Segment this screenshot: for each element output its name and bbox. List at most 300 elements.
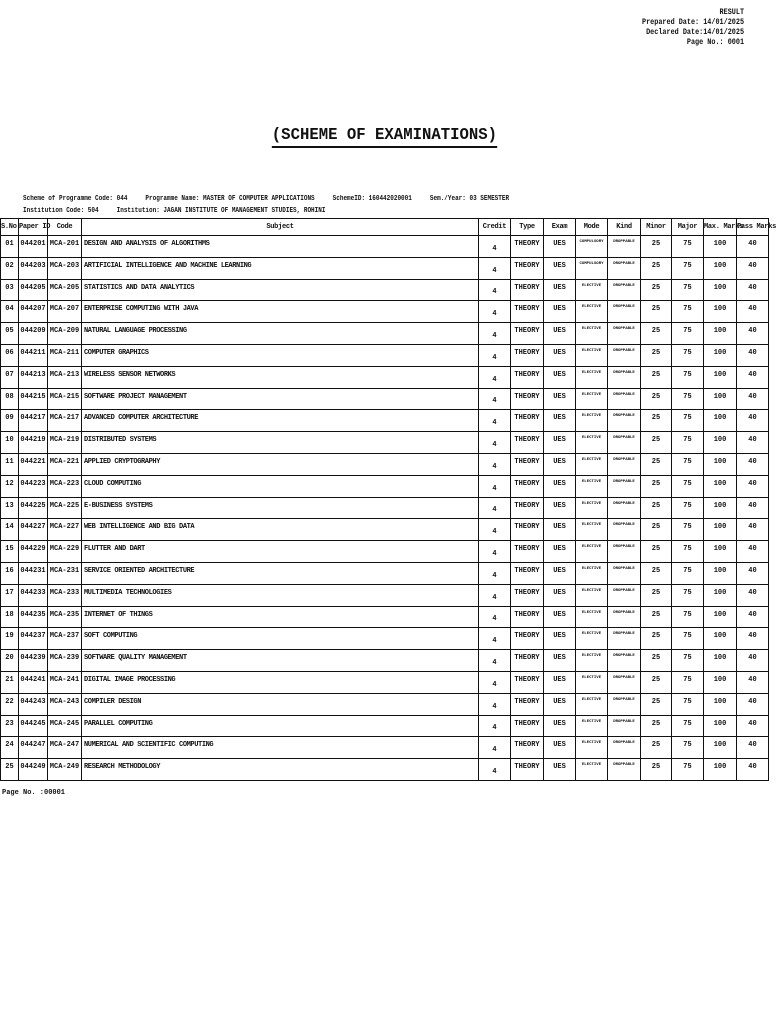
cell-minor: 25	[641, 715, 672, 737]
cell-subject: ARTIFICIAL INTELLIGENCE AND MACHINE LEARNING	[82, 257, 479, 279]
cell-paper-id: 044219	[19, 432, 48, 454]
cell-sno: 12	[1, 475, 19, 497]
cell-pass-marks: 40	[737, 562, 769, 584]
cell-max-marks: 100	[704, 650, 737, 672]
cell-sno: 14	[1, 519, 19, 541]
cell-code: MCA-235	[48, 606, 82, 628]
cell-sno: 15	[1, 541, 19, 563]
cell-max-marks: 100	[704, 279, 737, 301]
cell-credit: 4	[479, 628, 511, 650]
column-header-minor: Minor	[641, 219, 672, 236]
cell-pass-marks: 40	[737, 410, 769, 432]
cell-pass-marks: 40	[737, 606, 769, 628]
cell-max-marks: 100	[704, 759, 737, 781]
cell-type: THEORY	[511, 453, 544, 475]
cell-subject: PARALLEL COMPUTING	[82, 715, 479, 737]
cell-code: MCA-247	[48, 737, 82, 759]
table-row	[1, 323, 769, 345]
cell-minor: 25	[641, 257, 672, 279]
column-header-sno: S.No.	[1, 219, 19, 236]
column-header-credit: Credit	[479, 219, 511, 236]
cell-mode: COMPULSORY	[576, 236, 608, 258]
cell-mode: ELECTIVE	[576, 584, 608, 606]
cell-major: 75	[672, 236, 704, 258]
cell-sno: 13	[1, 497, 19, 519]
cell-mode: ELECTIVE	[576, 410, 608, 432]
cell-subject: WEB INTELLIGENCE AND BIG DATA	[82, 519, 479, 541]
cell-minor: 25	[641, 279, 672, 301]
cell-mode: ELECTIVE	[576, 715, 608, 737]
cell-paper-id: 044229	[19, 541, 48, 563]
cell-max-marks: 100	[704, 671, 737, 693]
cell-kind: DROPPABLE	[608, 366, 641, 388]
cell-subject: ENTERPRISE COMPUTING WITH JAVA	[82, 301, 479, 323]
cell-kind: DROPPABLE	[608, 453, 641, 475]
cell-subject: FLUTTER AND DART	[82, 541, 479, 563]
cell-type: THEORY	[511, 606, 544, 628]
column-header-kind: Kind	[608, 219, 641, 236]
cell-credit: 4	[479, 323, 511, 345]
cell-credit: 4	[479, 279, 511, 301]
cell-paper-id: 044205	[19, 279, 48, 301]
table-row	[1, 301, 769, 323]
page-title-text: (SCHEME OF EXAMINATIONS)	[271, 126, 496, 148]
cell-type: THEORY	[511, 650, 544, 672]
table-body	[1, 236, 769, 781]
cell-credit: 4	[479, 737, 511, 759]
cell-mode: ELECTIVE	[576, 519, 608, 541]
cell-kind: DROPPABLE	[608, 323, 641, 345]
cell-major: 75	[672, 344, 704, 366]
cell-pass-marks: 40	[737, 671, 769, 693]
result-header	[642, 8, 744, 48]
cell-credit: 4	[479, 366, 511, 388]
cell-credit: 4	[479, 344, 511, 366]
cell-paper-id: 044203	[19, 257, 48, 279]
cell-kind: DROPPABLE	[608, 650, 641, 672]
cell-sno: 17	[1, 584, 19, 606]
cell-paper-id: 044201	[19, 236, 48, 258]
cell-code: MCA-203	[48, 257, 82, 279]
cell-paper-id: 044221	[19, 453, 48, 475]
footer-page-number: Page No. :00001	[2, 789, 66, 797]
cell-credit: 4	[479, 453, 511, 475]
cell-exam: UES	[544, 628, 576, 650]
cell-major: 75	[672, 497, 704, 519]
cell-paper-id: 044207	[19, 301, 48, 323]
cell-sno: 08	[1, 388, 19, 410]
cell-exam: UES	[544, 737, 576, 759]
cell-mode: ELECTIVE	[576, 671, 608, 693]
cell-code: MCA-207	[48, 301, 82, 323]
cell-kind: DROPPABLE	[608, 737, 641, 759]
cell-major: 75	[672, 715, 704, 737]
cell-major: 75	[672, 759, 704, 781]
column-header-max-marks: Max. Marks	[704, 219, 737, 236]
cell-mode: ELECTIVE	[576, 606, 608, 628]
cell-pass-marks: 40	[737, 236, 769, 258]
table-row	[1, 519, 769, 541]
cell-kind: DROPPABLE	[608, 410, 641, 432]
cell-paper-id: 044237	[19, 628, 48, 650]
cell-exam: UES	[544, 759, 576, 781]
cell-minor: 25	[641, 541, 672, 563]
cell-type: THEORY	[511, 236, 544, 258]
cell-mode: ELECTIVE	[576, 650, 608, 672]
cell-pass-marks: 40	[737, 344, 769, 366]
cell-kind: DROPPABLE	[608, 759, 641, 781]
cell-credit: 4	[479, 562, 511, 584]
cell-minor: 25	[641, 388, 672, 410]
cell-minor: 25	[641, 606, 672, 628]
cell-sno: 03	[1, 279, 19, 301]
cell-subject: NATURAL LANGUAGE PROCESSING	[82, 323, 479, 345]
cell-mode: ELECTIVE	[576, 344, 608, 366]
cell-code: MCA-245	[48, 715, 82, 737]
cell-major: 75	[672, 737, 704, 759]
cell-code: MCA-241	[48, 671, 82, 693]
cell-pass-marks: 40	[737, 475, 769, 497]
cell-kind: DROPPABLE	[608, 562, 641, 584]
cell-sno: 24	[1, 737, 19, 759]
cell-type: THEORY	[511, 344, 544, 366]
cell-kind: DROPPABLE	[608, 388, 641, 410]
cell-max-marks: 100	[704, 388, 737, 410]
cell-pass-marks: 40	[737, 432, 769, 454]
table-row	[1, 541, 769, 563]
table-row	[1, 584, 769, 606]
table-row	[1, 432, 769, 454]
cell-type: THEORY	[511, 519, 544, 541]
cell-kind: DROPPABLE	[608, 344, 641, 366]
cell-max-marks: 100	[704, 323, 737, 345]
cell-type: THEORY	[511, 671, 544, 693]
cell-major: 75	[672, 475, 704, 497]
cell-mode: ELECTIVE	[576, 628, 608, 650]
cell-minor: 25	[641, 497, 672, 519]
cell-exam: UES	[544, 388, 576, 410]
cell-sno: 01	[1, 236, 19, 258]
cell-minor: 25	[641, 453, 672, 475]
column-header-major: Major	[672, 219, 704, 236]
cell-pass-marks: 40	[737, 759, 769, 781]
cell-type: THEORY	[511, 693, 544, 715]
cell-sno: 23	[1, 715, 19, 737]
cell-max-marks: 100	[704, 519, 737, 541]
column-header-type: Type	[511, 219, 544, 236]
cell-code: MCA-243	[48, 693, 82, 715]
cell-type: THEORY	[511, 301, 544, 323]
cell-type: THEORY	[511, 388, 544, 410]
cell-max-marks: 100	[704, 432, 737, 454]
cell-subject: WIRELESS SENSOR NETWORKS	[82, 366, 479, 388]
cell-code: MCA-225	[48, 497, 82, 519]
cell-mode: ELECTIVE	[576, 759, 608, 781]
cell-kind: DROPPABLE	[608, 236, 641, 258]
cell-minor: 25	[641, 410, 672, 432]
cell-pass-marks: 40	[737, 693, 769, 715]
cell-kind: DROPPABLE	[608, 606, 641, 628]
cell-code: MCA-237	[48, 628, 82, 650]
cell-minor: 25	[641, 323, 672, 345]
cell-code: MCA-213	[48, 366, 82, 388]
cell-sno: 09	[1, 410, 19, 432]
cell-credit: 4	[479, 759, 511, 781]
cell-exam: UES	[544, 693, 576, 715]
column-header-pass-marks: Pass Marks	[737, 219, 769, 236]
column-header-mode: Mode	[576, 219, 608, 236]
cell-exam: UES	[544, 606, 576, 628]
cell-type: THEORY	[511, 562, 544, 584]
cell-exam: UES	[544, 323, 576, 345]
cell-code: MCA-209	[48, 323, 82, 345]
cell-pass-marks: 40	[737, 628, 769, 650]
cell-kind: DROPPABLE	[608, 497, 641, 519]
cell-pass-marks: 40	[737, 301, 769, 323]
cell-type: THEORY	[511, 410, 544, 432]
cell-credit: 4	[479, 475, 511, 497]
cell-major: 75	[672, 519, 704, 541]
cell-type: THEORY	[511, 497, 544, 519]
cell-mode: ELECTIVE	[576, 453, 608, 475]
cell-paper-id: 044239	[19, 650, 48, 672]
cell-max-marks: 100	[704, 453, 737, 475]
cell-max-marks: 100	[704, 366, 737, 388]
cell-subject: STATISTICS AND DATA ANALYTICS	[82, 279, 479, 301]
cell-major: 75	[672, 366, 704, 388]
cell-code: MCA-217	[48, 410, 82, 432]
cell-max-marks: 100	[704, 257, 737, 279]
cell-code: MCA-229	[48, 541, 82, 563]
cell-exam: UES	[544, 475, 576, 497]
cell-type: THEORY	[511, 628, 544, 650]
table-row	[1, 693, 769, 715]
page-title	[0, 126, 768, 148]
cell-exam: UES	[544, 410, 576, 432]
cell-exam: UES	[544, 453, 576, 475]
cell-major: 75	[672, 541, 704, 563]
cell-kind: DROPPABLE	[608, 584, 641, 606]
cell-major: 75	[672, 671, 704, 693]
cell-exam: UES	[544, 236, 576, 258]
cell-max-marks: 100	[704, 606, 737, 628]
cell-sno: 10	[1, 432, 19, 454]
cell-minor: 25	[641, 671, 672, 693]
table-row	[1, 759, 769, 781]
cell-max-marks: 100	[704, 301, 737, 323]
cell-type: THEORY	[511, 432, 544, 454]
cell-paper-id: 044247	[19, 737, 48, 759]
cell-minor: 25	[641, 344, 672, 366]
cell-mode: ELECTIVE	[576, 475, 608, 497]
cell-exam: UES	[544, 366, 576, 388]
cell-credit: 4	[479, 693, 511, 715]
cell-paper-id: 044243	[19, 693, 48, 715]
cell-pass-marks: 40	[737, 650, 769, 672]
cell-subject: E-BUSINESS SYSTEMS	[82, 497, 479, 519]
cell-paper-id: 044225	[19, 497, 48, 519]
cell-sno: 25	[1, 759, 19, 781]
cell-credit: 4	[479, 236, 511, 258]
cell-exam: UES	[544, 301, 576, 323]
scheme-table	[0, 218, 776, 781]
cell-exam: UES	[544, 650, 576, 672]
table-row	[1, 628, 769, 650]
cell-pass-marks: 40	[737, 257, 769, 279]
table-row	[1, 236, 769, 258]
cell-subject: SOFTWARE QUALITY MANAGEMENT	[82, 650, 479, 672]
cell-credit: 4	[479, 497, 511, 519]
cell-max-marks: 100	[704, 410, 737, 432]
cell-code: MCA-219	[48, 432, 82, 454]
cell-type: THEORY	[511, 366, 544, 388]
cell-major: 75	[672, 562, 704, 584]
table-row	[1, 410, 769, 432]
table-row	[1, 475, 769, 497]
cell-code: MCA-239	[48, 650, 82, 672]
cell-sno: 02	[1, 257, 19, 279]
cell-paper-id: 044231	[19, 562, 48, 584]
cell-kind: DROPPABLE	[608, 693, 641, 715]
table-row	[1, 606, 769, 628]
cell-major: 75	[672, 606, 704, 628]
cell-minor: 25	[641, 475, 672, 497]
cell-paper-id: 044227	[19, 519, 48, 541]
cell-pass-marks: 40	[737, 388, 769, 410]
cell-mode: ELECTIVE	[576, 366, 608, 388]
cell-code: MCA-233	[48, 584, 82, 606]
page-number: Page No.: 0001	[686, 38, 744, 47]
cell-minor: 25	[641, 759, 672, 781]
institution-info-line: Institution Code: 504 Institution: JAGAN INSTITUTE OF MANAGEMENT STUDIES, ROHINI	[23, 207, 326, 215]
cell-sno: 18	[1, 606, 19, 628]
cell-paper-id: 044211	[19, 344, 48, 366]
cell-kind: DROPPABLE	[608, 519, 641, 541]
cell-credit: 4	[479, 432, 511, 454]
cell-paper-id: 044235	[19, 606, 48, 628]
cell-exam: UES	[544, 584, 576, 606]
cell-mode: ELECTIVE	[576, 562, 608, 584]
table-row	[1, 715, 769, 737]
cell-kind: DROPPABLE	[608, 432, 641, 454]
cell-pass-marks: 40	[737, 279, 769, 301]
table-row	[1, 388, 769, 410]
cell-sno: 22	[1, 693, 19, 715]
cell-max-marks: 100	[704, 475, 737, 497]
cell-kind: DROPPABLE	[608, 628, 641, 650]
column-header-subject: Subject	[82, 219, 479, 236]
cell-max-marks: 100	[704, 584, 737, 606]
table-row	[1, 279, 769, 301]
cell-type: THEORY	[511, 323, 544, 345]
cell-subject: SERVICE ORIENTED ARCHITECTURE	[82, 562, 479, 584]
cell-credit: 4	[479, 410, 511, 432]
cell-paper-id: 044209	[19, 323, 48, 345]
cell-type: THEORY	[511, 715, 544, 737]
cell-sno: 20	[1, 650, 19, 672]
cell-max-marks: 100	[704, 628, 737, 650]
cell-kind: DROPPABLE	[608, 301, 641, 323]
cell-major: 75	[672, 301, 704, 323]
cell-mode: ELECTIVE	[576, 693, 608, 715]
cell-type: THEORY	[511, 279, 544, 301]
cell-credit: 4	[479, 650, 511, 672]
cell-credit: 4	[479, 671, 511, 693]
cell-minor: 25	[641, 366, 672, 388]
cell-max-marks: 100	[704, 693, 737, 715]
cell-paper-id: 044215	[19, 388, 48, 410]
cell-pass-marks: 40	[737, 519, 769, 541]
cell-code: MCA-227	[48, 519, 82, 541]
cell-type: THEORY	[511, 475, 544, 497]
cell-minor: 25	[641, 236, 672, 258]
cell-major: 75	[672, 410, 704, 432]
cell-max-marks: 100	[704, 737, 737, 759]
cell-subject: DIGITAL IMAGE PROCESSING	[82, 671, 479, 693]
cell-paper-id: 044223	[19, 475, 48, 497]
cell-sno: 07	[1, 366, 19, 388]
cell-exam: UES	[544, 671, 576, 693]
cell-paper-id: 044213	[19, 366, 48, 388]
table-row	[1, 737, 769, 759]
column-header-paper-id: Paper ID	[19, 219, 48, 236]
cell-exam: UES	[544, 257, 576, 279]
cell-subject: SOFTWARE PROJECT MANAGEMENT	[82, 388, 479, 410]
cell-code: MCA-231	[48, 562, 82, 584]
cell-exam: UES	[544, 432, 576, 454]
scheme-info-line: Scheme of Programme Code: 044 Programme Name: MASTER OF COMPUTER APPLICATIONS SchemeID: 160442020001 Sem./Year: 03 SEMESTER	[23, 195, 510, 203]
cell-type: THEORY	[511, 737, 544, 759]
cell-minor: 25	[641, 301, 672, 323]
cell-code: MCA-221	[48, 453, 82, 475]
cell-max-marks: 100	[704, 562, 737, 584]
cell-credit: 4	[479, 541, 511, 563]
cell-credit: 4	[479, 519, 511, 541]
cell-type: THEORY	[511, 759, 544, 781]
cell-credit: 4	[479, 584, 511, 606]
cell-subject: DESIGN AND ANALYSIS OF ALGORITHMS	[82, 236, 479, 258]
cell-kind: DROPPABLE	[608, 541, 641, 563]
cell-kind: DROPPABLE	[608, 715, 641, 737]
cell-pass-marks: 40	[737, 497, 769, 519]
cell-major: 75	[672, 257, 704, 279]
cell-kind: DROPPABLE	[608, 279, 641, 301]
cell-pass-marks: 40	[737, 584, 769, 606]
column-header-code: Code	[48, 219, 82, 236]
cell-major: 75	[672, 432, 704, 454]
cell-pass-marks: 40	[737, 541, 769, 563]
table-row	[1, 344, 769, 366]
cell-mode: ELECTIVE	[576, 388, 608, 410]
cell-minor: 25	[641, 693, 672, 715]
table-row	[1, 257, 769, 279]
result-label: RESULT	[719, 8, 744, 17]
cell-exam: UES	[544, 344, 576, 366]
cell-major: 75	[672, 388, 704, 410]
cell-mode: ELECTIVE	[576, 301, 608, 323]
cell-max-marks: 100	[704, 715, 737, 737]
cell-exam: UES	[544, 519, 576, 541]
cell-code: MCA-223	[48, 475, 82, 497]
cell-subject: COMPILER DESIGN	[82, 693, 479, 715]
cell-minor: 25	[641, 650, 672, 672]
cell-minor: 25	[641, 584, 672, 606]
cell-sno: 11	[1, 453, 19, 475]
cell-max-marks: 100	[704, 541, 737, 563]
cell-subject: MULTIMEDIA TECHNOLOGIES	[82, 584, 479, 606]
column-header-exam: Exam	[544, 219, 576, 236]
table-row	[1, 366, 769, 388]
